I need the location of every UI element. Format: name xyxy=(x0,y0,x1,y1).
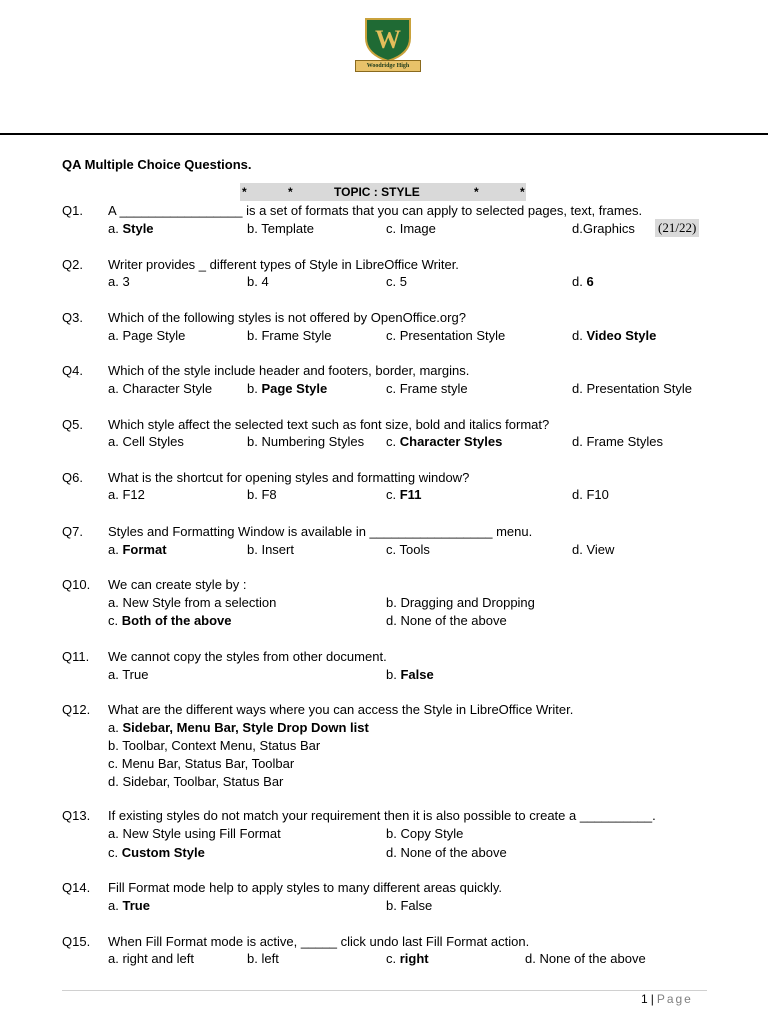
question-number: Q6. xyxy=(62,470,83,485)
option-letter: a. xyxy=(108,720,123,735)
option-label: 3 xyxy=(122,274,130,289)
option-label: New Style from a selection xyxy=(122,595,277,610)
option-label: 5 xyxy=(399,274,407,289)
logo-banner xyxy=(355,60,421,72)
option-letter: d. xyxy=(386,845,401,860)
option-letter: d. xyxy=(572,487,587,502)
answer-option xyxy=(386,542,430,557)
correct-answer-label: Style xyxy=(122,221,154,236)
answer-option xyxy=(386,826,463,841)
answer-option xyxy=(108,845,205,860)
answer-option xyxy=(108,434,184,449)
question-text: Which of the following styles is not offered by OpenOffice.org? xyxy=(108,310,466,325)
option-letter: b. xyxy=(386,667,401,682)
option-letter: b. xyxy=(247,328,262,343)
answer-option xyxy=(386,274,407,289)
footer-separator: | xyxy=(650,992,654,1006)
question-number: Q14. xyxy=(62,880,91,895)
option-letter: c. xyxy=(386,951,400,966)
svg-text:W: W xyxy=(375,25,401,54)
class-badge: (21/22) xyxy=(655,219,699,237)
answer-option xyxy=(572,487,609,502)
question-text: We cannot copy the styles from other document. xyxy=(108,649,387,664)
answer-option xyxy=(386,845,507,860)
answer-option xyxy=(247,951,279,966)
topic-banner xyxy=(240,183,526,201)
option-letter: a. xyxy=(108,274,123,289)
answer-option xyxy=(108,738,320,753)
question-text: Styles and Formatting Window is available in _________________ menu. xyxy=(108,524,533,539)
answer-option xyxy=(108,951,194,966)
answer-option xyxy=(108,756,294,771)
correct-answer-label: 6 xyxy=(586,274,594,289)
correct-answer-label: Both of the above xyxy=(121,613,232,628)
option-letter: b. xyxy=(247,487,262,502)
correct-answer-label: Format xyxy=(122,542,167,557)
option-label: None of the above xyxy=(539,951,646,966)
option-letter: a. xyxy=(108,542,123,557)
answer-option xyxy=(572,328,656,343)
option-letter: b. xyxy=(247,951,262,966)
question-number: Q4. xyxy=(62,363,83,378)
option-letter: b. xyxy=(386,595,401,610)
topic-star: * xyxy=(520,185,525,199)
answer-option xyxy=(386,667,434,682)
question-text: Fill Format mode help to apply styles to many different areas quickly. xyxy=(108,880,503,895)
option-letter: a. xyxy=(108,487,123,502)
option-label: Image xyxy=(399,221,436,236)
answer-option xyxy=(386,487,421,502)
option-letter: b. xyxy=(247,274,262,289)
question-number: Q10. xyxy=(62,577,91,592)
option-label: Frame style xyxy=(399,381,468,396)
question-text: We can create style by : xyxy=(108,577,247,592)
question-text: Which style affect the selected text such as font size, bold and italics format? xyxy=(108,417,550,432)
question-text: What are the different ways where you can access the Style in LibreOffice Writer. xyxy=(108,702,574,717)
option-letter: d. xyxy=(572,274,587,289)
answer-option xyxy=(108,542,167,557)
answer-option xyxy=(247,487,277,502)
question-number: Q12. xyxy=(62,702,91,717)
answer-option xyxy=(247,542,294,557)
option-label: F12 xyxy=(122,487,145,502)
page-number: 1 xyxy=(641,992,648,1006)
option-letter: b. xyxy=(247,381,262,396)
question-number: Q15. xyxy=(62,934,91,949)
option-label: F10 xyxy=(586,487,609,502)
correct-answer-label: Video Style xyxy=(586,328,657,343)
question-text: Which of the style include header and footers, border, margins. xyxy=(108,363,470,378)
option-label: None of the above xyxy=(400,613,507,628)
option-letter: c. xyxy=(386,434,400,449)
option-letter: c. xyxy=(386,274,400,289)
question-number: Q1. xyxy=(62,203,83,218)
option-label: Frame Styles xyxy=(586,434,664,449)
logo-name: Woodridge High xyxy=(366,63,410,69)
answer-option xyxy=(386,434,502,449)
option-letter: a. xyxy=(108,898,123,913)
option-letter: b. xyxy=(386,826,401,841)
answer-option xyxy=(386,613,507,628)
answer-option xyxy=(247,274,269,289)
option-label: 4 xyxy=(261,274,269,289)
option-label: left xyxy=(261,951,279,966)
topic-star: * xyxy=(474,185,479,199)
answer-option xyxy=(572,434,663,449)
option-letter: b. xyxy=(247,434,262,449)
option-label: Frame Style xyxy=(261,328,332,343)
answer-option xyxy=(572,542,614,557)
option-label: Tools xyxy=(399,542,430,557)
option-label: New Style using Fill Format xyxy=(122,826,281,841)
option-letter: a. xyxy=(108,381,123,396)
option-letter: a. xyxy=(108,667,123,682)
option-label: None of the above xyxy=(400,845,507,860)
question-number: Q7. xyxy=(62,524,83,539)
option-label: Copy Style xyxy=(400,826,464,841)
question-number: Q13. xyxy=(62,808,91,823)
answer-option xyxy=(108,595,276,610)
correct-answer-label: Character Styles xyxy=(399,434,503,449)
question-text: Writer provides _ different types of Style in LibreOffice Writer. xyxy=(108,257,459,272)
question-text: What is the shortcut for opening styles and formatting window? xyxy=(108,470,470,485)
option-label: F8 xyxy=(261,487,277,502)
question-number: Q5. xyxy=(62,417,83,432)
option-label: Menu Bar, Status Bar, Toolbar xyxy=(121,756,295,771)
question-text: A _________________ is a set of formats that you can apply to selected pages, text, frames. xyxy=(108,203,643,218)
answer-option xyxy=(108,328,185,343)
answer-option xyxy=(386,221,436,236)
option-letter: b. xyxy=(247,221,262,236)
option-letter: c. xyxy=(386,487,400,502)
answer-option xyxy=(108,774,283,789)
option-label: Page Style xyxy=(122,328,186,343)
topic-star: * xyxy=(288,185,293,199)
answer-option xyxy=(108,487,145,502)
option-label: right and left xyxy=(122,951,195,966)
option-letter: a. xyxy=(108,434,123,449)
answer-option xyxy=(247,221,314,236)
option-letter: c. xyxy=(386,381,400,396)
answer-option xyxy=(108,826,281,841)
page-heading: QA Multiple Choice Questions. xyxy=(62,157,252,172)
topic-label: TOPIC : STYLE xyxy=(334,185,420,199)
option-label: Dragging and Dropping xyxy=(400,595,535,610)
page-label: Page xyxy=(656,992,693,1006)
option-label: View xyxy=(586,542,615,557)
option-letter: a. xyxy=(108,595,123,610)
option-letter: a. xyxy=(108,951,123,966)
option-letter: d. xyxy=(386,613,401,628)
answer-option xyxy=(572,381,692,396)
option-label: Presentation Style xyxy=(399,328,506,343)
option-letter: d. xyxy=(108,774,123,789)
question-number: Q11. xyxy=(62,649,90,664)
option-label: Graphics xyxy=(582,221,635,236)
question-number: Q3. xyxy=(62,310,83,325)
option-letter: d. xyxy=(525,951,540,966)
answer-option xyxy=(386,381,468,396)
correct-answer-label: Custom Style xyxy=(121,845,205,860)
answer-option xyxy=(572,221,635,236)
question-text: When Fill Format mode is active, _____ click undo last Fill Format action. xyxy=(108,934,530,949)
question-number: Q2. xyxy=(62,257,83,272)
option-label: Insert xyxy=(261,542,294,557)
option-letter: d. xyxy=(572,328,587,343)
question-text: If existing styles do not match your requirement then it is also possible to create a __________. xyxy=(108,808,656,823)
answer-option xyxy=(247,328,332,343)
option-label: Character Style xyxy=(122,381,213,396)
answer-option xyxy=(108,274,130,289)
correct-answer-label: F11 xyxy=(399,487,422,502)
school-logo xyxy=(355,16,421,74)
answer-option xyxy=(386,898,432,913)
option-label: False xyxy=(400,898,433,913)
option-label: Cell Styles xyxy=(122,434,184,449)
page-footer xyxy=(641,992,693,1006)
option-letter: c. xyxy=(108,756,122,771)
shield-icon xyxy=(362,16,414,62)
option-label: True xyxy=(122,667,149,682)
option-label: Toolbar, Context Menu, Status Bar xyxy=(122,738,321,753)
option-label: Presentation Style xyxy=(586,381,692,396)
option-letter: b. xyxy=(247,542,262,557)
option-letter: c. xyxy=(108,845,122,860)
answer-option xyxy=(386,595,535,610)
option-letter: d. xyxy=(572,542,587,557)
answer-option xyxy=(247,434,364,449)
footer-rule xyxy=(62,990,707,991)
answer-option xyxy=(108,381,212,396)
option-letter: a. xyxy=(108,328,123,343)
answer-option xyxy=(108,898,150,913)
option-letter: a. xyxy=(108,826,123,841)
answer-option xyxy=(386,951,429,966)
option-letter: c. xyxy=(386,542,400,557)
answer-option xyxy=(572,274,594,289)
answer-option xyxy=(386,328,505,343)
option-label: Template xyxy=(261,221,314,236)
option-letter: d. xyxy=(572,434,587,449)
option-letter: b. xyxy=(386,898,401,913)
header-rule xyxy=(0,133,768,135)
option-letter: c. xyxy=(386,221,400,236)
option-letter: c. xyxy=(386,328,400,343)
correct-answer-label: right xyxy=(399,951,429,966)
option-letter: d. xyxy=(572,381,587,396)
answer-option xyxy=(108,667,148,682)
option-label: Numbering Styles xyxy=(261,434,365,449)
option-label: Sidebar, Toolbar, Status Bar xyxy=(122,774,284,789)
answer-option xyxy=(108,720,369,735)
correct-answer-label: True xyxy=(122,898,150,913)
answer-option xyxy=(247,381,327,396)
answer-option xyxy=(525,951,646,966)
correct-answer-label: False xyxy=(400,667,434,682)
topic-star: * xyxy=(242,185,247,199)
answer-option xyxy=(108,221,154,236)
option-letter: c. xyxy=(108,613,122,628)
option-letter: a. xyxy=(108,221,123,236)
answer-option xyxy=(108,613,232,628)
option-letter: b. xyxy=(108,738,123,753)
option-letter: d. xyxy=(572,221,583,236)
correct-answer-label: Page Style xyxy=(261,381,328,396)
correct-answer-label: Sidebar, Menu Bar, Style Drop Down list xyxy=(122,720,369,735)
